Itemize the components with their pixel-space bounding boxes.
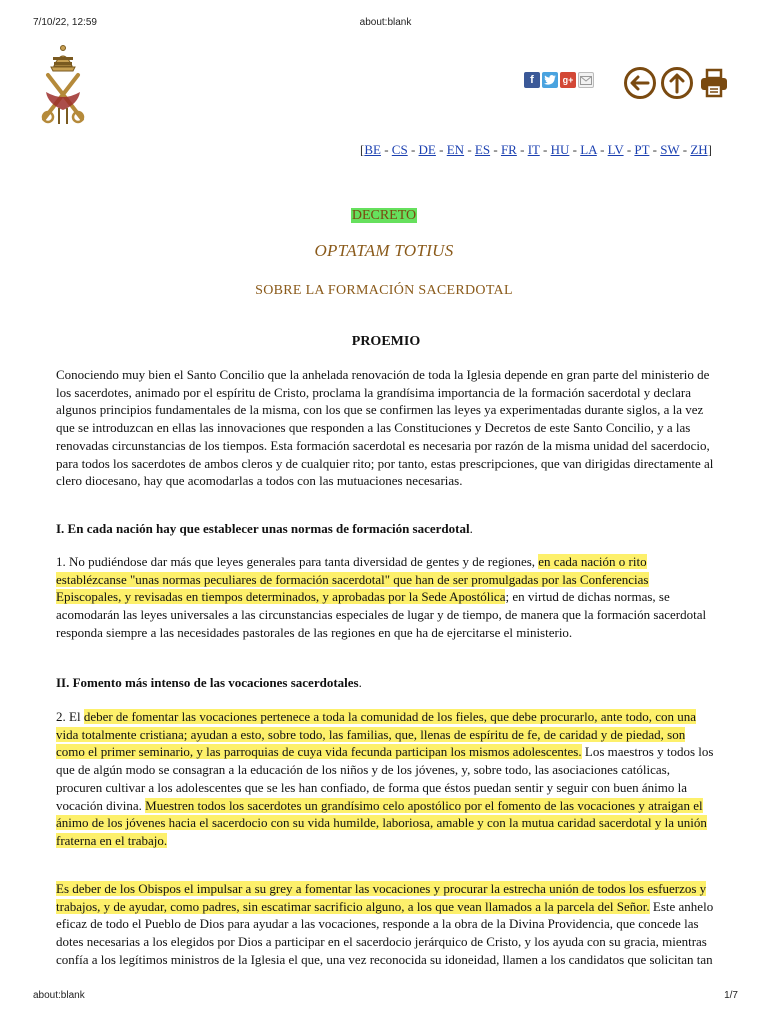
lang-sep: - bbox=[407, 142, 419, 157]
back-icon[interactable] bbox=[623, 66, 657, 100]
print-header bbox=[33, 17, 738, 31]
vatican-coat-of-arms-logo bbox=[38, 44, 88, 126]
print-icon[interactable] bbox=[697, 66, 731, 100]
section-1-text-a: 1. No pudiéndose dar más que leyes generales para tanta diversidad de gentes y de regiones, bbox=[56, 554, 539, 569]
print-page-number: 1/7 bbox=[724, 990, 738, 1001]
document-title: OPTATAM TOTIUS bbox=[314, 241, 454, 260]
navigation-icons bbox=[623, 66, 731, 100]
highlight: Muestren todos los sacerdotes un grandísimo celo apostólico por el fomento de las vocaciones y atraigan el ánimo de los jóvenes hacia el sacerdocio con su vida humilde, laboriosa, amable y con la mutua caridad sacerdotal y la unión fraterna en el trabajo. bbox=[56, 797, 707, 848]
highlight: Es deber de los Obispos el impulsar a su grey a fomentar las vocaciones y procurar la estrecha unión de todos los esfuerzos y trabajos, y de ayudar, como padres, sin escatimar sacrificio alguno, a los que vean llamados a la parcela del Señor. bbox=[56, 881, 707, 914]
lang-link-sw[interactable]: SW bbox=[660, 142, 680, 157]
twitter-icon[interactable] bbox=[542, 72, 558, 88]
section-2-text-c: Este anhelo eficaz de todo el Pueblo de Dios para ayudar a las vocaciones, responde a la obra de la Divina Providencia, que concede las dotes necesarias a los elegidos por Dios a participar en el sacerdocio jerárquico de Cristo, y los ayuda con su gracia, mientras confía a los legítimos ministros de la Iglesia el que, una vez reconocida su idoneidad, llamen a los candidatos que solicitan tan bbox=[56, 898, 714, 967]
section-1-heading: I. En cada nación hay que establecer unas normas de formación sacerdotal. bbox=[56, 521, 473, 536]
print-datetime: 7/10/22, 12:59 bbox=[33, 17, 97, 28]
language-links bbox=[360, 142, 712, 158]
lang-sep: - bbox=[380, 142, 392, 157]
lang-sep: - bbox=[649, 142, 661, 157]
lang-link-de[interactable]: DE bbox=[418, 142, 436, 157]
lang-sep: - bbox=[516, 142, 528, 157]
lang-sep: - bbox=[623, 142, 635, 157]
print-footer-url: about:blank bbox=[33, 990, 85, 1001]
lang-sep: - bbox=[539, 142, 551, 157]
lang-sep: - bbox=[435, 142, 447, 157]
lang-link-pt[interactable]: PT bbox=[634, 142, 650, 157]
facebook-icon[interactable]: f bbox=[524, 72, 540, 88]
lang-link-it[interactable]: IT bbox=[527, 142, 540, 157]
share-bar bbox=[524, 72, 594, 88]
lang-link-be[interactable]: BE bbox=[364, 142, 381, 157]
up-icon[interactable] bbox=[660, 66, 694, 100]
lang-link-zh[interactable]: ZH bbox=[690, 142, 708, 157]
lang-link-la[interactable]: LA bbox=[580, 142, 597, 157]
lang-sep: - bbox=[569, 142, 581, 157]
section-1-paragraph bbox=[56, 553, 716, 642]
lang-link-cs[interactable]: CS bbox=[391, 142, 408, 157]
lang-link-es[interactable]: ES bbox=[474, 142, 491, 157]
section-1-text-b: ; en virtud de dichas normas, se acomodarán las leyes universales a las circunstancias especiales de lugar y de tiempo, de manera que la formación sacerdotal responda siempre a las necesidades pastorales de las regiones en que ha de ejercitarse el ministerio. bbox=[56, 589, 707, 640]
section-2-paragraph-2 bbox=[56, 880, 716, 969]
mail-icon[interactable] bbox=[578, 72, 594, 88]
lang-sep: - bbox=[679, 142, 691, 157]
lang-link-fr[interactable]: FR bbox=[500, 142, 517, 157]
highlight: deber de fomentar las vocaciones pertenece a toda la comunidad de los fieles, que debe procurarlo, ante todo, con una vida totalmente cristiana; ayudan a esto, sobre todo, las familias, que, llenas de espíritu de fe, de caridad y de piedad, son como el primer seminario, y las parroquias de cuya vida fecunda participan los mismos adolescentes. bbox=[56, 709, 696, 760]
document-kind bbox=[0, 208, 768, 224]
lang-sep: - bbox=[464, 142, 475, 157]
proemio-paragraph: Conociendo muy bien el Santo Concilio que la anhelada renovación de toda la Iglesia depende en gran parte del ministerio de los sacerdotes, animado por el espíritu de Cristo, proclama la grandísima importancia de la formación sacerdotal y declara algunos principios fundamentales de la misma, con los que se confirmen las leyes ya experimentadas durante siglos, a la vez que se introduzcan en ellas las innovaciones que responden a las Constituciones y Decretos de este Santo Concilio, y a las renovadas circunstancias de los tiempos. Esta formación sacerdotal es necesaria por razón de la misma unidad del sacerdocio, para todos los sacerdotes de ambos cleros y de cualquier rito; por tanto, estas prescripciones, que van dirigidas directamente al clero diocesano, hay que acomodarlas a todos con las mutuaciones necesarias. bbox=[56, 367, 714, 489]
lang-link-en[interactable]: EN bbox=[446, 142, 465, 157]
lang-link-lv[interactable]: LV bbox=[607, 142, 624, 157]
section-2-heading-text: II. Fomento más intenso de las vocaciones sacerdotales bbox=[56, 675, 359, 690]
section-2-text-b: Los maestros y todos los que de algún modo se consagran a la educación de los niños y de los jóvenes, y, sobre todo, las asociaciones católicas, procuren cultivar a los adolescentes que se les han confiado, de forma que éstos puedan sentir y seguir con buen ánimo la vocación divina. bbox=[56, 744, 714, 813]
section-2-text-a: 2. El bbox=[56, 709, 84, 724]
print-footer bbox=[33, 990, 738, 1004]
highlight: en cada nación o rito establézcanse "unas normas peculiares de formación sacerdotal" que han de ser promulgadas por las Conferencias Episcopales, y revisadas en tiempos determinados, y aprobadas por la Sede Apostólica bbox=[56, 554, 649, 605]
lang-bracket-close: ] bbox=[707, 142, 712, 157]
section-1-heading-text: I. En cada nación hay que establecer unas normas de formación sacerdotal bbox=[56, 521, 470, 536]
lang-sep: - bbox=[490, 142, 501, 157]
lang-sep: - bbox=[596, 142, 608, 157]
document-kind-label: DECRETO bbox=[351, 208, 417, 223]
lang-bracket-open: [ bbox=[359, 142, 365, 157]
document-subtitle: SOBRE LA FORMACIÓN SACERDOTAL bbox=[255, 283, 513, 298]
google-plus-icon[interactable]: g+ bbox=[560, 72, 576, 88]
section-2-paragraph bbox=[56, 708, 716, 850]
lang-link-hu[interactable]: HU bbox=[550, 142, 570, 157]
proemio-heading: PROEMIO bbox=[351, 334, 421, 349]
section-2-heading: II. Fomento más intenso de las vocaciones sacerdotales. bbox=[56, 675, 362, 690]
print-url: about:blank bbox=[359, 17, 412, 28]
